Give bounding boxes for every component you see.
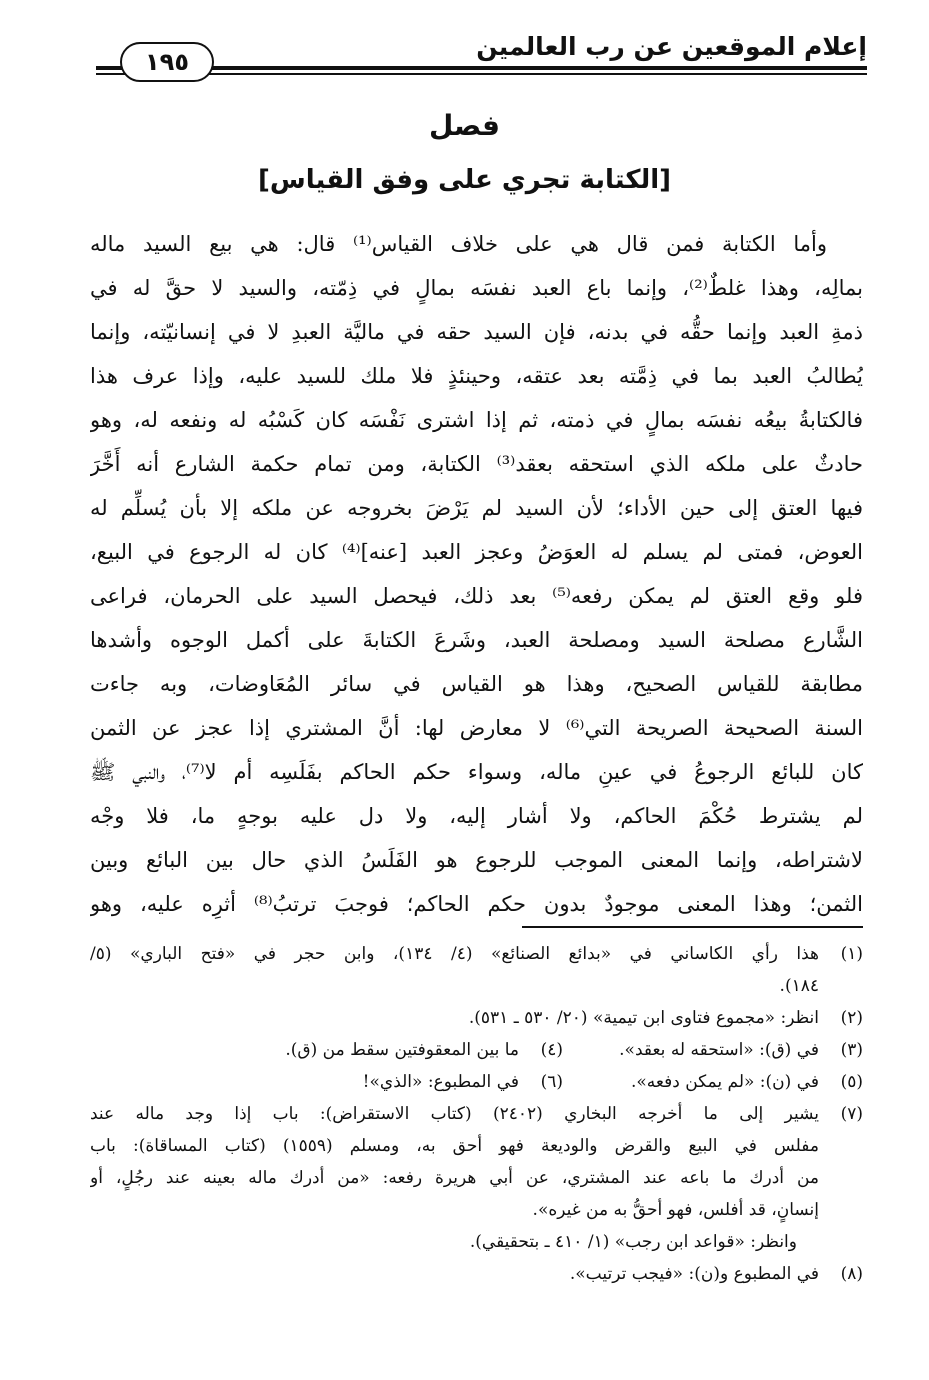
body-line: يُطالبُ العبد بما في ذِمَّته بعد عتقه، وحينئذٍ فلا ملك للسيد عليه، وإذا عرف هذا: [90, 364, 863, 388]
footnote-number: (٦): [540, 1072, 563, 1092]
footnote-text: وانظر: «قواعد ابن رجب» (١/ ٤١٠ ـ بتحقيقي).: [469, 1232, 797, 1252]
footnote-text: ما بين المعقوفتين سقط من (ق).: [285, 1040, 519, 1060]
running-header-title: إعلام الموقعين عن رب العالمين: [476, 32, 867, 61]
footnote-text: يشير إلى ما أخرجه البخاري (٢٤٠٢) (كتاب الاستقراض): باب إذا وجد ماله عند: [90, 1104, 819, 1124]
footnote-text: في (ن): «لم يمكن دفعه».: [631, 1072, 819, 1092]
body-line: الثمن؛ وهذا المعنى موجودٌ بدون حكم الحاكم؛ فوجبَ ترتبُ⁽⁸⁾ أثرِه عليه، وهو: [90, 892, 863, 916]
footnote-text: انظر: «مجموع فتاوى ابن تيمية» (٢٠/ ٥٣٠ ـ ٥٣١).: [468, 1008, 819, 1028]
footnote-number: (٤): [540, 1040, 563, 1060]
footnote-1: [90, 938, 863, 1002]
footnote-text: من أدرك ما باعه عند المشتري، عن أبي هريرة رفعه: «من أدرك ماله بعينه عند رجُلٍ، أو: [90, 1168, 819, 1188]
body-line: حادثٌ على ملكه الذي استحقه بعقد⁽³⁾ الكتابة، ومن تمام حكمة الشارع أنه أَخَّرَ: [90, 452, 863, 476]
footnote-separator: [522, 926, 863, 928]
footnote-6: [263, 1066, 563, 1098]
body-line: لاشتراطه، وإنما المعنى الموجب للرجوع هو الفَلَسُ الذي حال بين البائع وبين: [90, 848, 863, 872]
footnote-number: (٢): [840, 1008, 863, 1028]
body-line: العوض، فمتى لم يسلم له العوَضُ وعجز العبد [عنه]⁽⁴⁾ كان له الرجوع في البيع،: [90, 540, 863, 564]
footnote-number: (٧): [840, 1104, 863, 1124]
body-line: كان للبائع الرجوعُ في عينِ ماله، وسواء حكم الحاكم بفَلَسِه أم لا⁽⁷⁾، والنبي ﷺ: [90, 760, 863, 784]
body-line: مطابقة للقياس الصحيح، وهذا هو القياس في سائر المُعَاوضات، وبه جاءت: [90, 672, 863, 696]
body-line: السنة الصحيحة الصريحة التي⁽⁶⁾ لا معارض لها: أنَّ المشتري إذا عجز عن الثمن: [90, 716, 863, 740]
footnote-3: [563, 1034, 863, 1066]
footnote-2: [90, 1002, 863, 1034]
footnote-number: (٥): [840, 1072, 863, 1092]
footnote-number: (١): [840, 944, 863, 964]
footnote-5: [563, 1066, 863, 1098]
page-number-badge: [120, 42, 214, 82]
body-line: لم يشترط حُكْمَ الحاكم، ولا أشار إليه، ولا دل عليه بوجهٍ ما، فلا وجْه: [90, 804, 863, 828]
footnote-text: هذا رأي الكاساني في «بدائع الصنائع» (٤/ ١٣٤)، وابن حجر في «فتح الباري» (٥/: [90, 944, 819, 964]
body-line: الشَّارع مصلحة السيد ومصلحة العبد، وشَرعَ الكتابةَ على أكمل الوجوه وأشدها: [90, 628, 863, 652]
header-rule-thin: [96, 73, 867, 75]
footnote-number: (٣): [840, 1040, 863, 1060]
footnote-text: ١٨٤).: [779, 976, 819, 996]
body-line: فيها العتق إلى حين الأداء؛ لأن السيد لم يَرْضَ بخروجه عن ملكه إلا بأن يُسلِّم له: [90, 496, 863, 520]
page-number: ١٩٥: [145, 48, 189, 76]
section-title: فصل: [429, 109, 500, 142]
footnote-number: (٨): [840, 1264, 863, 1284]
body-line: فلو وقع العتق لم يمكن رفعه⁽⁵⁾ بعد ذلك، فيحصل السيد على الحرمان، فراعى: [90, 584, 863, 608]
body-line: فالكتابةُ بيعُه نفسَه بمالٍ في ذمته، ثم إذا اشترى نَفْسَه كان كَسْبُه له ونفعه له، وهو: [90, 408, 863, 432]
footnote-4: [263, 1034, 563, 1066]
footnote-text: مفلس في البيع والقرض والوديعة فهو أحق به، ومسلم (١٥٥٩) (كتاب المساقاة): باب: [90, 1136, 819, 1156]
footnote-row-3-4: [90, 1034, 863, 1066]
footnote-text: إنسانٍ، قد أفلس، فهو أحقُّ به من غيره».: [532, 1200, 819, 1220]
footnote-7: [90, 1098, 863, 1258]
body-text: [90, 224, 863, 928]
body-line: وأما الكتابة فمن قال هي على خلاف القياس⁽¹⁾ قال: هي بيع السيد ماله: [90, 232, 827, 256]
section-subtitle: [الكتابة تجري على وفق القياس]: [257, 165, 672, 195]
body-line: ذمةِ العبد وإنما حقُّه في بدنه، فإن السيد حقه في ماليَّة العبدِ لا في إنسانيّته، وإنما: [90, 320, 863, 344]
footnote-text: في (ق): «استحقه له بعقد».: [619, 1040, 819, 1060]
footnote-text: في المطبوع و(ن): «فيجب ترتيب».: [569, 1264, 819, 1284]
footnote-text: في المطبوع: «الذي»!: [362, 1072, 519, 1092]
footnote-8: [90, 1258, 863, 1290]
footnote-row-5-6: [90, 1066, 863, 1098]
footnotes: [90, 938, 863, 1290]
body-line: بمالِه، وهذا غلطٌ⁽²⁾، وإنما باع العبد نفسَه بمالٍ في ذِمّته، والسيد لا حقَّ له في: [90, 276, 863, 300]
